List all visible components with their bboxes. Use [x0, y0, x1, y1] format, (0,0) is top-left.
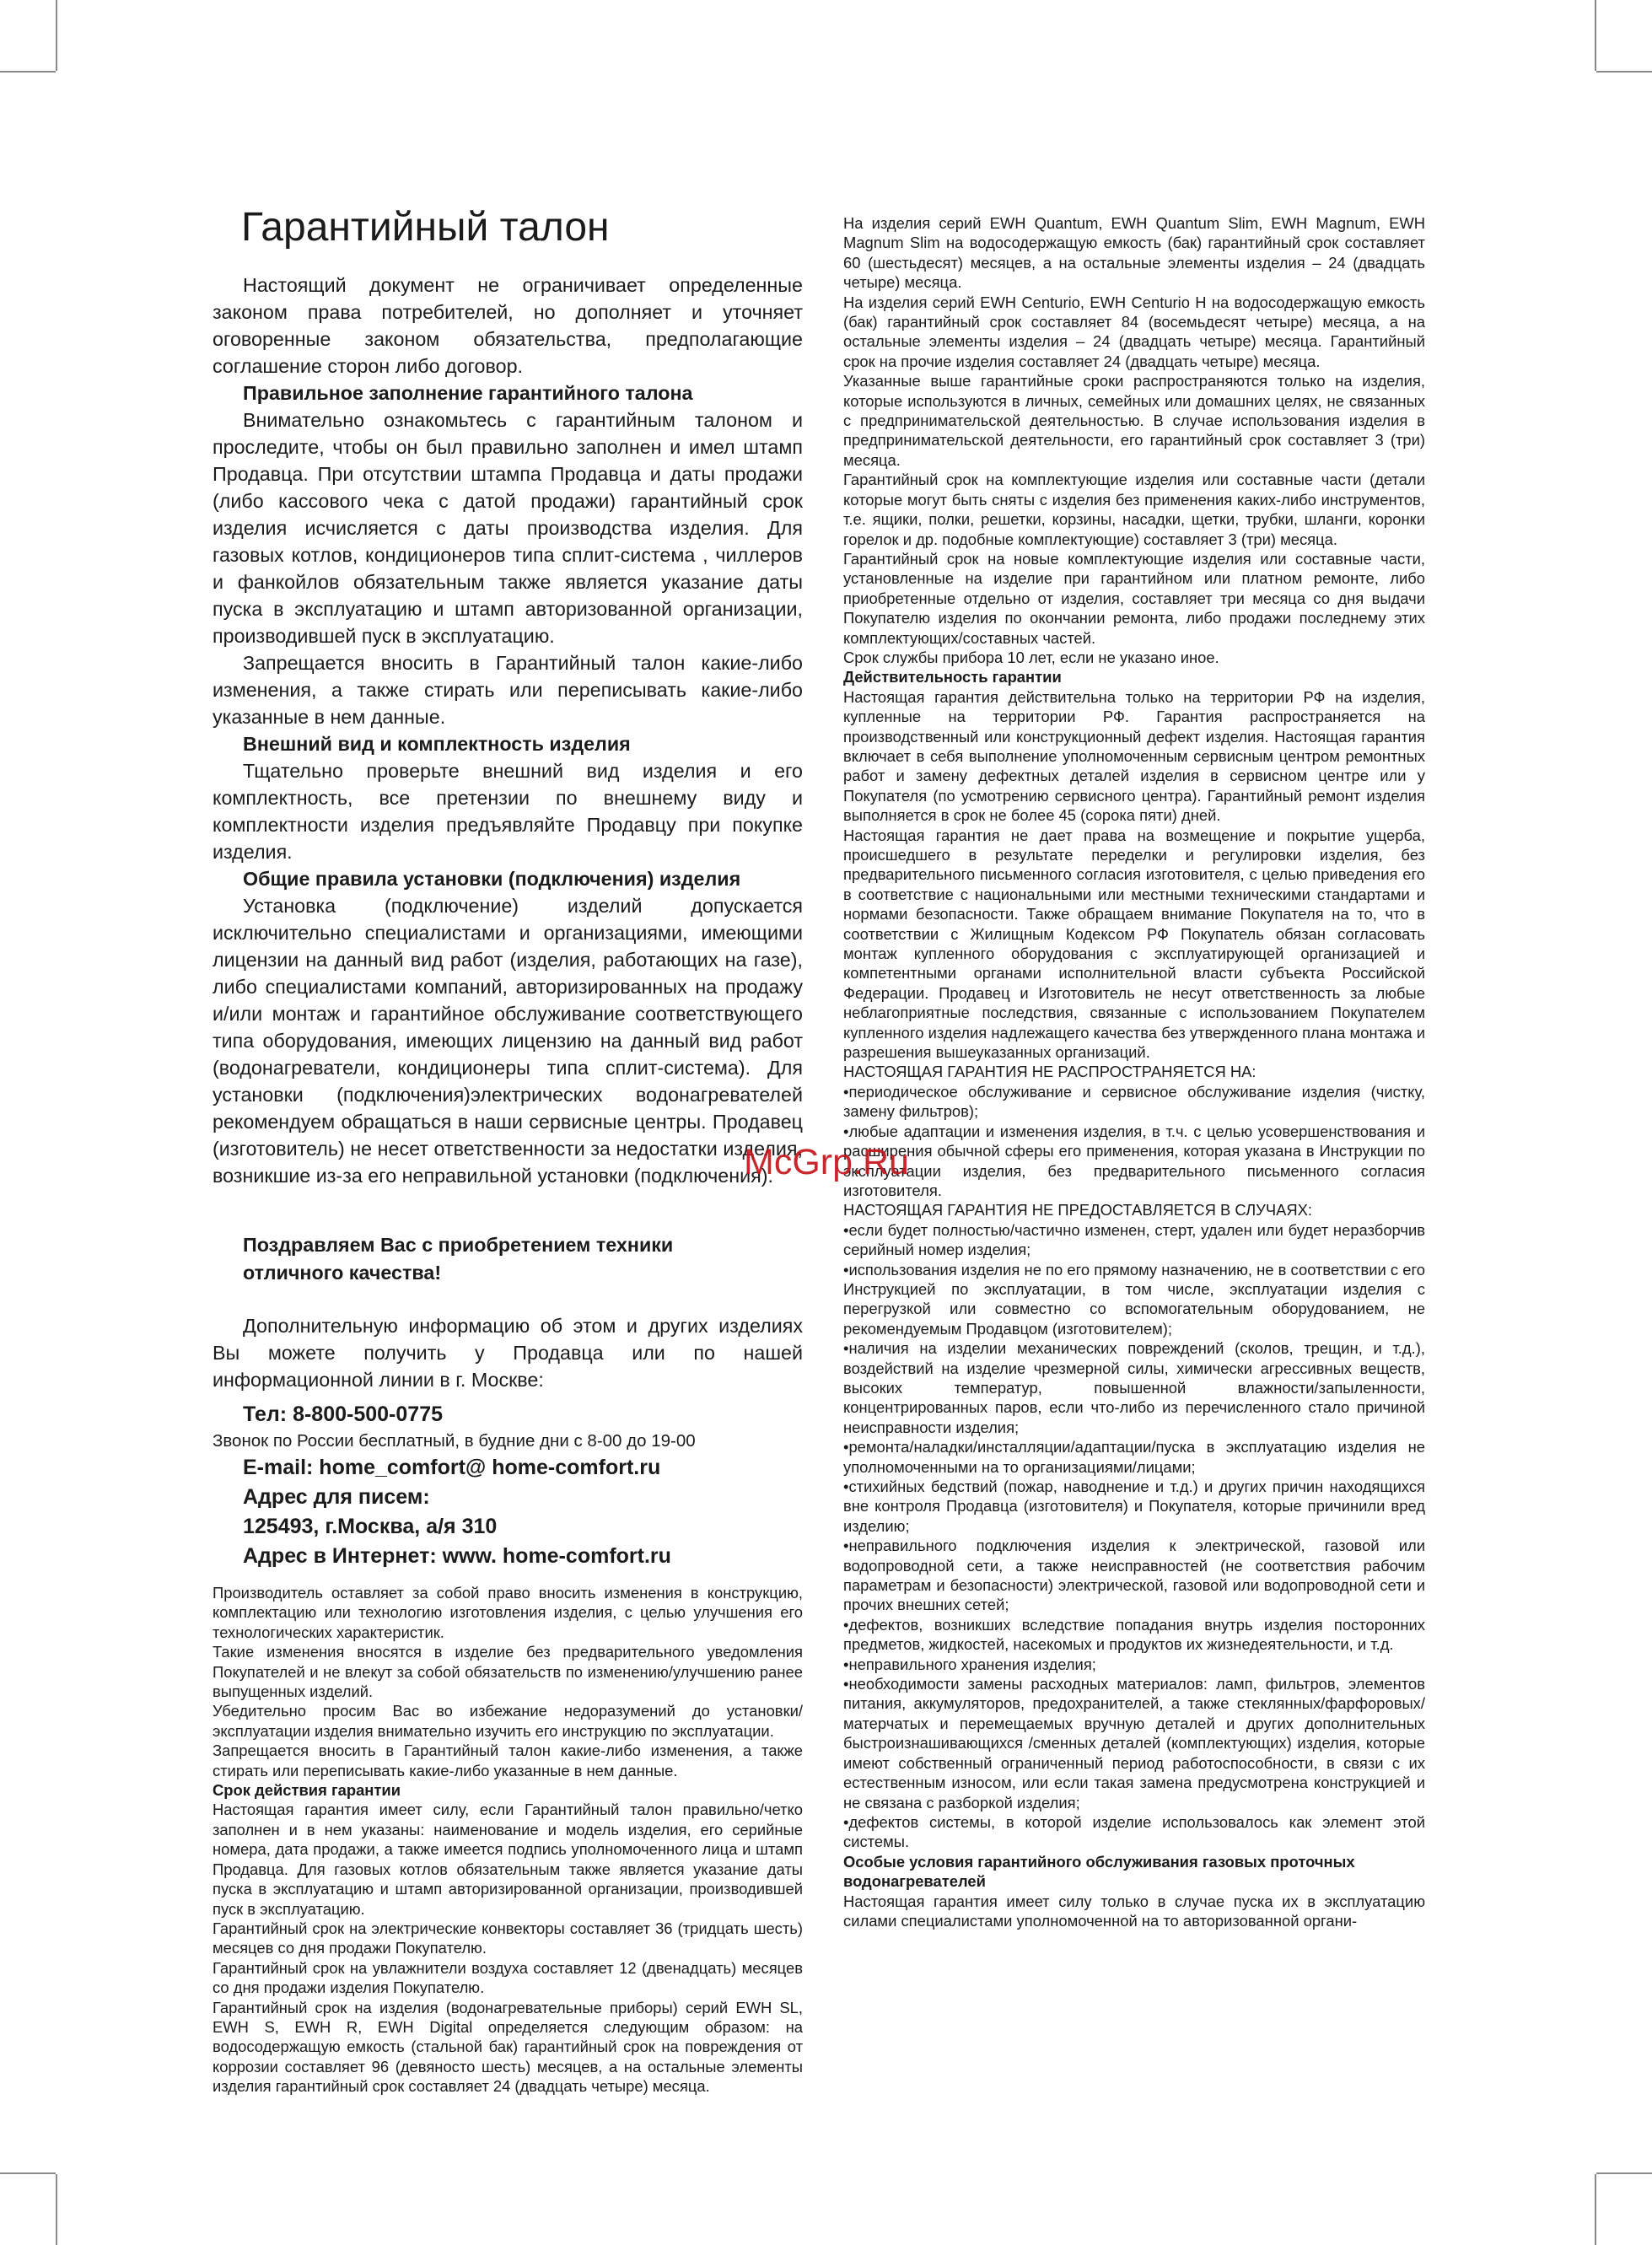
convectors-term-paragraph: Гарантийный срок на электрические конвекторы составляет 36 (тридцать шесть) месяцев со дня продажи Покупателю. [213, 1919, 803, 1957]
section-heading-installation: Общие правила установки (подключения) изделия [243, 868, 741, 890]
website-address: Адрес в Интернет: www. home-comfort.ru [243, 1544, 671, 1568]
list-item: • неправильного подключения изделия к электрической, газовой или водопроводной сети, а также неисправностей (не соответствия рабочим параметрам и безопасности) электрической, газовой или водопроводной сети и прочих внешних сетей; [843, 1536, 1425, 1615]
term-validity-paragraph: Настоящая гарантия имеет силу, если Гарантийный талон правильно/четко заполнен и в нем указаны: наименование и модель изделия, его серийные номера, дата продажи, а также имеется подпись уполномоченного лица и штамп Продавца. Для газовых котлов обязательным также является указание даты пуска в эксплуатацию и штамп авторизированной организации, производившей пуск в эксплуатацию. [213, 1801, 803, 1918]
personal-use-paragraph: Указанные выше гарантийные сроки распространяются только на изделия, которые используются в личных, семейных или домашних целях, не связанных с предпринимательской деятельностью. В случае использования изделия в предпринимательской деятельности, его гарантийный срок составляет 3 (три) месяца. [843, 372, 1425, 469]
list-item: • дефектов системы, в которой изделие использовалось как элемент этой системы. [843, 1812, 1425, 1852]
list-item: • если будет полностью/частично изменен, стерт, удален или будет неразборчив серийный номер изделия; [843, 1220, 1425, 1260]
appearance-paragraph: Тщательно проверьте внешний вид изделия и его комплектность, все претензии по внешнему виду и комплектности изделия предъявляйте Продавцу при покупке изделия. [213, 760, 803, 863]
crop-mark-bottom-right [1595, 2174, 1596, 2245]
crop-mark-top-right [1595, 0, 1596, 71]
contacts-block [213, 1400, 803, 1571]
components-term-paragraph: Гарантийный срок на комплектующие изделия или составные части (детали которые могут быть сняты с изделия без применения каких-либо инструментов, т.е. ящики, полки, решетки, корзины, насадки, щетки, трубки, шланги, коронки горелок и др. подобные комплектующие) составляет 3 (три) месяца. [843, 471, 1425, 548]
list-item: • необходимости замены расходных материалов: ламп, фильтров, элементов питания, аккумуляторов, предохранителей, а также стеклянных/фарфоровых/матерчатых и перемещаемых вручную деталей и других дополнительных быстроизнашивающихся /сменных деталей (комплектующих) изделия, которые имеют собственный ограниченный период работоспособности, в связи с их естественным износом, или если такая замена предусмотрена конструкцией и не связана с разборкой изделия; [843, 1674, 1425, 1812]
congratulations-text: Поздравляем Вас с приобретением техники отличного качества! [243, 1234, 674, 1284]
not-covered-heading: НАСТОЯЩАЯ ГАРАНТИЯ НЕ РАСПРОСТРАНЯЕТСЯ НА: [843, 1063, 1256, 1081]
water-heaters-term-paragraph: Гарантийный срок на изделия (водонагревательные приборы) серий EWH SL, EWH S, EWH R, EWH Digital определяется следующим образом: на водосодержащую емкость (стальной бак) гарантийный срок на повреждения от коррозии составляет 96 (девяносто шесть) месяцев, а на остальные элементы изделия гарантийный срок составляет 24 (двадцать четыре) месяца. [213, 1998, 803, 2096]
main-text [213, 272, 803, 1189]
filling-paragraph: Внимательно ознакомьтесь с гарантийным талоном и проследите, чтобы он был правильно заполнен и имел штамп Продавца. При отсутствии штампа Продавца и даты продажи (либо кассового чека с датой продажи) гарантийный срок изделия исчисляется с даты производства изделия. Для газовых котлов, кондиционеров типа сплит-система , чиллеров и фанкойлов обязательным также является указание даты пуска в эксплуатацию и штамп авторизованной организации, производившей пуск в эксплуатацию. [213, 409, 803, 647]
info-block [213, 1312, 803, 1393]
no-changes-paragraph: Запрещается вносить в Гарантийный талон какие-либо изменения, а также стирать или переписывать какие-либо указанные в нем данные. [213, 652, 803, 728]
gas-heaters-paragraph: Настоящая гарантия имеет силу только в случае пуска их в эксплуатацию силами специалистами уполномоченной на то авторизованной органи- [843, 1892, 1425, 1930]
list-item: • любые адаптации и изменения изделия, в т.ч. с целью усовершенствования и расширения обычной сферы его применения, которая указана в Инструкции по эксплуатации изделия, без предварительного письменного согласия изготовителя. [843, 1122, 1425, 1201]
left-small-text [213, 1583, 803, 2097]
no-edits-paragraph: Запрещается вносить в Гарантийный талон какие-либо изменения, а также стирать или переписывать какие-либо указанные в нем данные. [213, 1742, 803, 1779]
quantum-term-paragraph: На изделия серий EWH Quantum, EWH Quantum Slim, EWH Magnum, EWH Magnum Slim на водосодержащую емкость (бак) гарантийный срок составляет 60 (шестьдесят) месяцев, а на остальные элементы изделия – 24 (двадцать четыре) месяца. [843, 214, 1425, 292]
crop-mark-bottom-right-h [1596, 2172, 1652, 2174]
crop-mark-top-left [56, 0, 57, 71]
installation-paragraph: Установка (подключение) изделий допускается исключительно специалистами и организациями, имеющими лицензии на данный вид работ (изделия, работающих на газе), либо специалистами компаний, авторизированных на продажу и/или монтаж и гарантийное обслуживание соответствующего типа оборудования, имеющих лицензию на данный вид работ (водонагреватели, кондиционеры типа сплит-система). Для установки (подключения)электрических водонагревателей рекомендуем обращаться в наши сервисные центры. Продавец (изготовитель) не несет ответственности за недостатки изделия, возникшие из-за его неправильной установки (подключения). [213, 895, 803, 1187]
crop-mark-bottom-left-h [0, 2172, 56, 2174]
validity-paragraph: Настоящая гарантия действительна только на территории РФ на изделия, купленные на территории РФ. Гарантия распространяется на производственный или конструкционный дефект изделия. Настоящая гарантия включает в себя выполнение уполномоченным сервисным центром ремонтных работ и замену дефектных деталей изделия в сервисном центре или у Покупателя (по усмотрению сервисного центра). Гарантийный ремонт изделия выполняется в срок не более 45 (сорока пяти) дней. [843, 687, 1425, 825]
watermark-logo: McGrp.Ru [744, 1142, 909, 1182]
list-item: • неправильного хранения изделия; [843, 1655, 1425, 1674]
section-heading-term: Срок действия гарантии [213, 1781, 401, 1800]
intro-paragraph: Настоящий документ не ограничивает определенные законом права потребителей, но дополняет и уточняет оговоренные законом обязательства, предполагающие соглашение сторон либо договор. [213, 274, 803, 377]
service-life-paragraph: Срок службы прибора 10 лет, если не указано иное. [843, 648, 1219, 666]
list-item: • стихийных бедствий (пожар, наводнение и т.д.) и других причин находящихся вне контроля Продавца (изготовителя) и Покупателя, которые причинили вред изделию; [843, 1477, 1425, 1536]
postal-address-label: Адрес для писем: [243, 1485, 430, 1509]
email-address: E-mail: home_comfort@ home-comfort.ru [243, 1456, 661, 1479]
humidifiers-term-paragraph: Гарантийный срок на увлажнители воздуха составляет 12 (двенадцать) месяцев со дня продажи изделия Покупателю. [213, 1958, 803, 1997]
left-column [213, 202, 803, 2097]
list-item: • использования изделия не по его прямому назначению, не в соответствии с его Инструкцией по эксплуатации, в том числе, эксплуатации изделия с перегрузкой или совместно со вспомогательным оборудованием, не рекомендуемым Продавцом (изготовителем); [843, 1260, 1425, 1339]
crop-mark-top-right-h [1596, 71, 1652, 73]
section-heading-validity: Действительность гарантии [843, 668, 1062, 686]
list-item: • ремонта/наладки/инсталляции/адаптации/пуска в эксплуатацию изделия не уполномоченными на то организациями/лицами; [843, 1437, 1425, 1477]
info-paragraph: Дополнительную информацию об этом и других изделиях Вы можете получить у Продавца или по нашей информационной линии в г. Москве: [213, 1315, 803, 1391]
list-item: • наличия на изделии механических повреждений (сколов, трещин, и т.д.), воздействий на изделие чрезмерной силы, химически агрессивных веществ, высоких температур, повышенной влажности/запыленности, концентрированных паров, если что-либо из перечисленного стало причиной неисправности изделия; [843, 1338, 1425, 1437]
no-compensation-paragraph: Настоящая гарантия не дает права на возмещение и покрытие ущерба, происшедшего в результате переделки и регулировки изделия, без предварительного письменного согласия изготовителя, с целью приведения его в соответствие с национальными или местными техническими стандартами и нормами безопасности. Также обращаем внимание Покупателя на то, что в соответствии с Жилищным Кодексом РФ Покупатель обязан согласовать монтаж купленного оборудования с эксплуатирующей организацией и компетентными органами исполнительной власти субъекта Российской Федерации. Продавец и Изготовитель не несут ответственность за любые неблагоприятные последствия, связанные с использованием Покупателем купленного изделия надлежащего качества без утвержденного плана монтажа и разрешения вышеуказанных организаций. [843, 826, 1425, 1062]
call-note: Звонок по России бесплатный, в будние дни с 8-00 до 19-00 [213, 1431, 696, 1451]
centurio-term-paragraph: На изделия серий EWH Centurio, EWH Centurio H на водосодержащую емкость (бак) гарантийный срок составляет 84 (восемьдесят четыре) месяца, а на остальные элементы изделия – 24 (двадцать четыре) месяца. Гарантийный срок на прочие изделия составляет 24 (двадцать четыре) месяца. [843, 293, 1425, 370]
phone-number: Тел: 8-800-500-0775 [243, 1402, 443, 1426]
section-heading-gas-heaters: Особые условия гарантийного обслуживания газовых проточных водонагревателей [843, 1852, 1355, 1891]
crop-mark-top-left-h [0, 71, 56, 73]
postal-address-value: 125493, г.Москва, а/я 310 [243, 1515, 498, 1538]
page-title: Гарантийный талон [241, 205, 610, 250]
section-heading-appearance: Внешний вид и комплектность изделия [243, 733, 631, 755]
new-components-paragraph: Гарантийный срок на новые комплектующие изделия или составные части, установленные на изделие при гарантийном или платном ремонте, либо приобретенные отдельно от изделия, составляет три месяца со дня выдачи Покупателю изделия по окончании ремонта, либо продажи последнему этих комплектующих/составных частей. [843, 549, 1425, 647]
changes-paragraph: Такие изменения вносятся в изделие без предварительного уведомления Покупателей и не влекут за собой обязательств по изменению/улучшению ранее выпущенных изделий. [213, 1643, 803, 1701]
study-manual-paragraph: Убедительно просим Вас во избежание недоразумений до установки/эксплуатации изделия внимательно изучить его инструкцию по эксплуатации. [213, 1702, 803, 1740]
not-provided-heading: НАСТОЯЩАЯ ГАРАНТИЯ НЕ ПРЕДОСТАВЛЯЕТСЯ В СЛУЧАЯХ: [843, 1201, 1313, 1219]
manufacturer-rights-paragraph: Производитель оставляет за собой право вносить изменения в конструкцию, комплектацию или технологию изготовления изделия, с целью улучшения его технологических характеристик. [213, 1584, 803, 1641]
list-item: • периодическое обслуживание и сервисное обслуживание изделия (чистку, замену фильтров); [843, 1082, 1425, 1122]
crop-mark-bottom-left [56, 2174, 57, 2245]
right-column [843, 213, 1425, 1930]
list-item: • дефектов, возникших вследствие попадания внутрь изделия посторонних предметов, жидкостей, насекомых и продуктов их жизнедеятельности, и т.д. [843, 1615, 1425, 1655]
section-heading-filling: Правильное заполнение гарантийного талона [243, 382, 693, 404]
